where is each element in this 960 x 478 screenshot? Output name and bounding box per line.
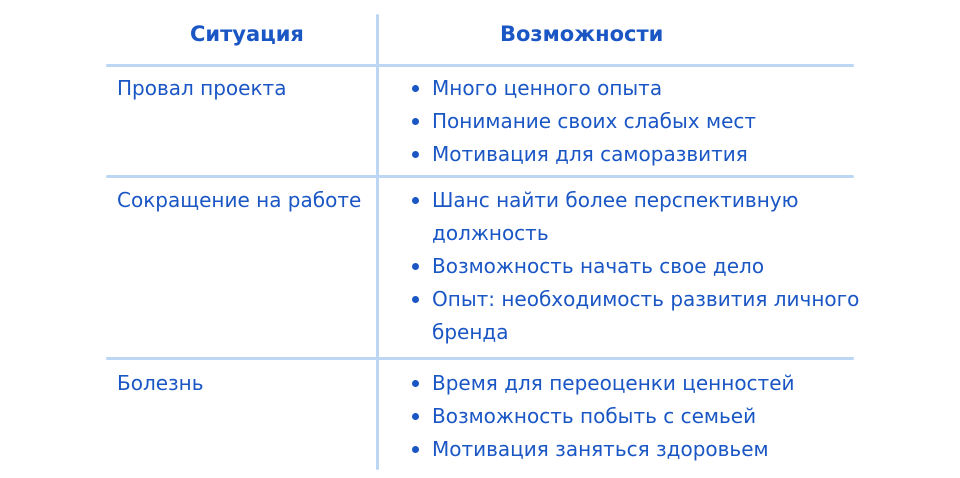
situation-cell-3: Болезнь — [117, 371, 204, 395]
list-item — [410, 433, 862, 466]
opportunity-text: Много ценного опыта — [432, 76, 663, 100]
bullet-icon — [412, 151, 419, 158]
situation-cell-2: Сокращение на работе — [117, 188, 362, 212]
opportunity-text: Мотивация для саморазвития — [432, 142, 748, 166]
opportunities-list-1 — [410, 72, 862, 171]
opportunity-text: Возможность побыть с семьей — [432, 404, 757, 428]
bullet-icon — [412, 85, 419, 92]
list-item — [410, 400, 862, 433]
row-divider-2 — [106, 357, 854, 360]
opportunity-text: Возможность начать свое дело — [432, 254, 765, 278]
list-item — [410, 72, 862, 105]
opportunity-text: Опыт: необходимость развития личного бренда — [432, 287, 860, 344]
list-item — [410, 184, 862, 250]
opportunities-list-3 — [410, 367, 862, 466]
list-item — [410, 250, 862, 283]
list-item — [410, 367, 862, 400]
opportunity-text: Время для переоценки ценностей — [432, 371, 795, 395]
opportunities-list-2 — [410, 184, 862, 349]
bullet-icon — [412, 296, 419, 303]
bullet-icon — [412, 413, 419, 420]
opportunity-text: Понимание своих слабых мест — [432, 109, 757, 133]
list-item — [410, 105, 862, 138]
header-situation: Ситуация — [190, 22, 304, 46]
header-opportunities: Возможности — [500, 22, 664, 46]
header-divider — [106, 64, 854, 67]
column-divider — [376, 14, 379, 470]
opportunity-text: Шанс найти более перспективную должность — [432, 188, 799, 245]
bullet-icon — [412, 197, 419, 204]
row-divider-1 — [106, 175, 854, 178]
bullet-icon — [412, 380, 419, 387]
opportunity-text: Мотивация заняться здоровьем — [432, 437, 769, 461]
bullet-icon — [412, 446, 419, 453]
list-item — [410, 138, 862, 171]
list-item — [410, 283, 862, 349]
situation-cell-1: Провал проекта — [117, 76, 287, 100]
bullet-icon — [412, 118, 419, 125]
bullet-icon — [412, 263, 419, 270]
